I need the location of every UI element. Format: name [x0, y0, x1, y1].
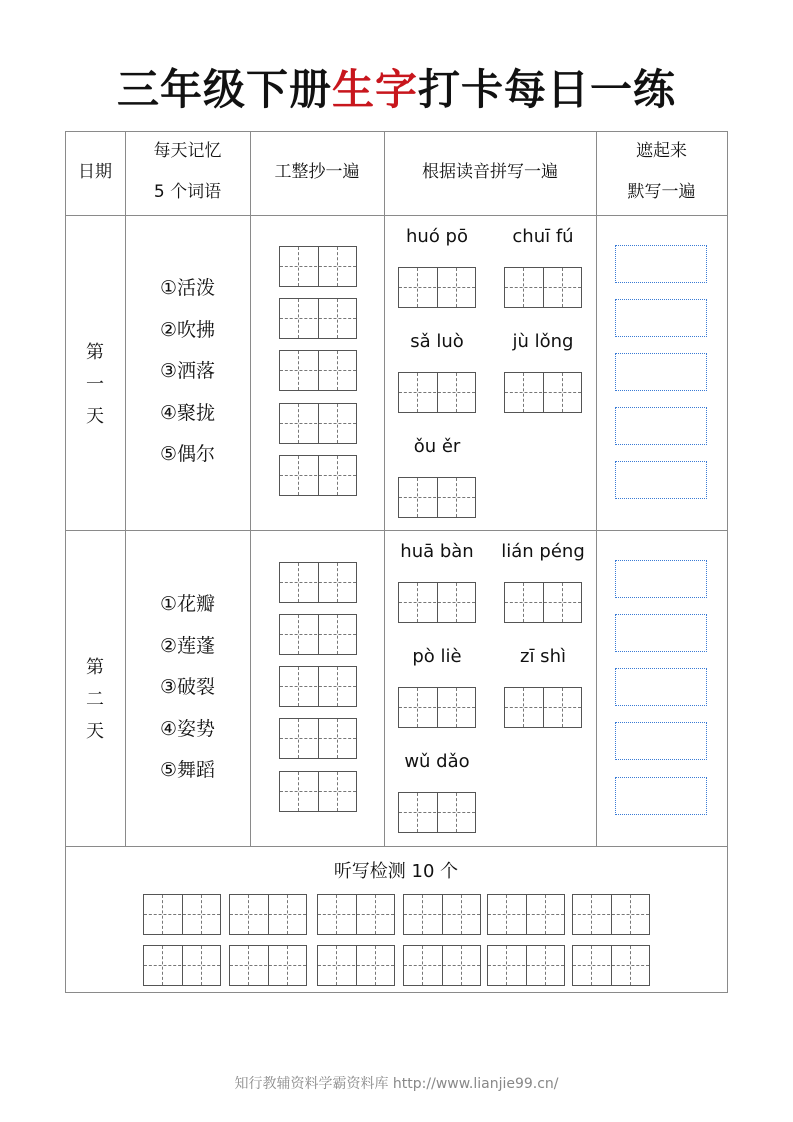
writing-grid[interactable]	[504, 582, 582, 623]
writing-grid[interactable]	[279, 718, 357, 759]
list-item: ④聚拢	[159, 401, 216, 424]
writing-grid[interactable]	[229, 945, 307, 986]
writing-grid[interactable]	[229, 894, 307, 935]
writing-grid[interactable]	[487, 894, 565, 935]
list-item: ⑤舞蹈	[159, 759, 216, 781]
pinyin-label: wǔ dǎo	[404, 751, 470, 772]
writing-grid[interactable]	[279, 350, 357, 391]
cover-blank[interactable]	[615, 461, 707, 499]
header-date: 日期	[78, 162, 112, 182]
writing-grid[interactable]	[279, 455, 357, 496]
writing-grid[interactable]	[398, 477, 476, 518]
cover-blank[interactable]	[615, 560, 707, 598]
writing-grid[interactable]	[504, 687, 582, 728]
pinyin-label: sǎ luò	[410, 331, 464, 352]
writing-grid[interactable]	[504, 267, 582, 308]
pinyin-label: huā bàn	[400, 541, 474, 562]
cover-blank[interactable]	[615, 722, 707, 760]
day-label: 第 一 天	[86, 342, 104, 427]
writing-grid[interactable]	[143, 894, 221, 935]
list-item: ③破裂	[159, 676, 216, 698]
writing-grid[interactable]	[398, 582, 476, 623]
table-border	[65, 992, 728, 993]
writing-grid[interactable]	[572, 894, 650, 935]
writing-grid[interactable]	[487, 945, 565, 986]
divider	[65, 530, 728, 531]
divider	[65, 846, 728, 847]
list-item: ①花瓣	[159, 593, 216, 615]
pinyin-label: huó pō	[406, 226, 468, 247]
writing-grid[interactable]	[279, 403, 357, 444]
divider	[596, 131, 597, 847]
writing-grid[interactable]	[317, 894, 395, 935]
header-copy: 工整抄一遍	[274, 162, 360, 182]
list-item: ①活泼	[159, 277, 216, 299]
header-cover-2: 默写一遍	[627, 182, 696, 202]
writing-grid[interactable]	[572, 945, 650, 986]
cover-blank[interactable]	[615, 245, 707, 283]
dictation-label: 听写检测 10 个	[333, 861, 459, 882]
writing-grid[interactable]	[403, 894, 481, 935]
cover-blank[interactable]	[615, 407, 707, 445]
divider	[65, 215, 728, 216]
writing-grid[interactable]	[279, 771, 357, 812]
pinyin-label: pò liè	[412, 646, 462, 667]
writing-grid[interactable]	[504, 372, 582, 413]
list-item: ③洒落	[159, 360, 216, 382]
pinyin-label: lián péng	[501, 541, 585, 562]
list-item: ④姿势	[159, 717, 216, 740]
writing-grid[interactable]	[279, 666, 357, 707]
footer-watermark: 知行教辅资料学霸资料库 http://www.lianjie99.cn/	[234, 1076, 559, 1092]
list-item: ⑤偶尔	[159, 443, 216, 465]
header-memory-1: 每天记忆	[153, 141, 222, 161]
cover-blank[interactable]	[615, 353, 707, 391]
word-list	[125, 584, 250, 792]
divider	[384, 131, 385, 847]
divider	[250, 131, 251, 847]
cover-blank[interactable]	[615, 299, 707, 337]
page-title: 三年级下册生字打卡每日一练	[116, 65, 677, 114]
writing-grid[interactable]	[279, 614, 357, 655]
header-memory-2: 5 个词语	[153, 182, 222, 202]
writing-grid[interactable]	[398, 267, 476, 308]
pinyin-label: jù lǒng	[512, 331, 574, 352]
cover-blank[interactable]	[615, 614, 707, 652]
writing-grid[interactable]	[143, 945, 221, 986]
header-pinyin-write: 根据读音拼写一遍	[422, 162, 558, 182]
day-label: 第 二 天	[86, 657, 104, 742]
title-highlight: 生字	[331, 65, 418, 114]
writing-grid[interactable]	[279, 246, 357, 287]
pinyin-label: chuī fú	[512, 226, 574, 247]
word-list	[125, 268, 250, 476]
cover-blank[interactable]	[615, 777, 707, 815]
table-border	[727, 131, 728, 993]
writing-grid[interactable]	[398, 792, 476, 833]
writing-grid[interactable]	[279, 298, 357, 339]
writing-grid[interactable]	[279, 562, 357, 603]
writing-grid[interactable]	[317, 945, 395, 986]
pinyin-label: zī shì	[520, 646, 566, 667]
list-item: ②莲蓬	[159, 634, 216, 657]
writing-grid[interactable]	[398, 687, 476, 728]
header-cover-1: 遮起来	[636, 141, 687, 161]
writing-grid[interactable]	[403, 945, 481, 986]
writing-grid[interactable]	[398, 372, 476, 413]
cover-blank[interactable]	[615, 668, 707, 706]
pinyin-label: ǒu ěr	[413, 436, 461, 457]
list-item: ②吹拂	[159, 318, 216, 341]
